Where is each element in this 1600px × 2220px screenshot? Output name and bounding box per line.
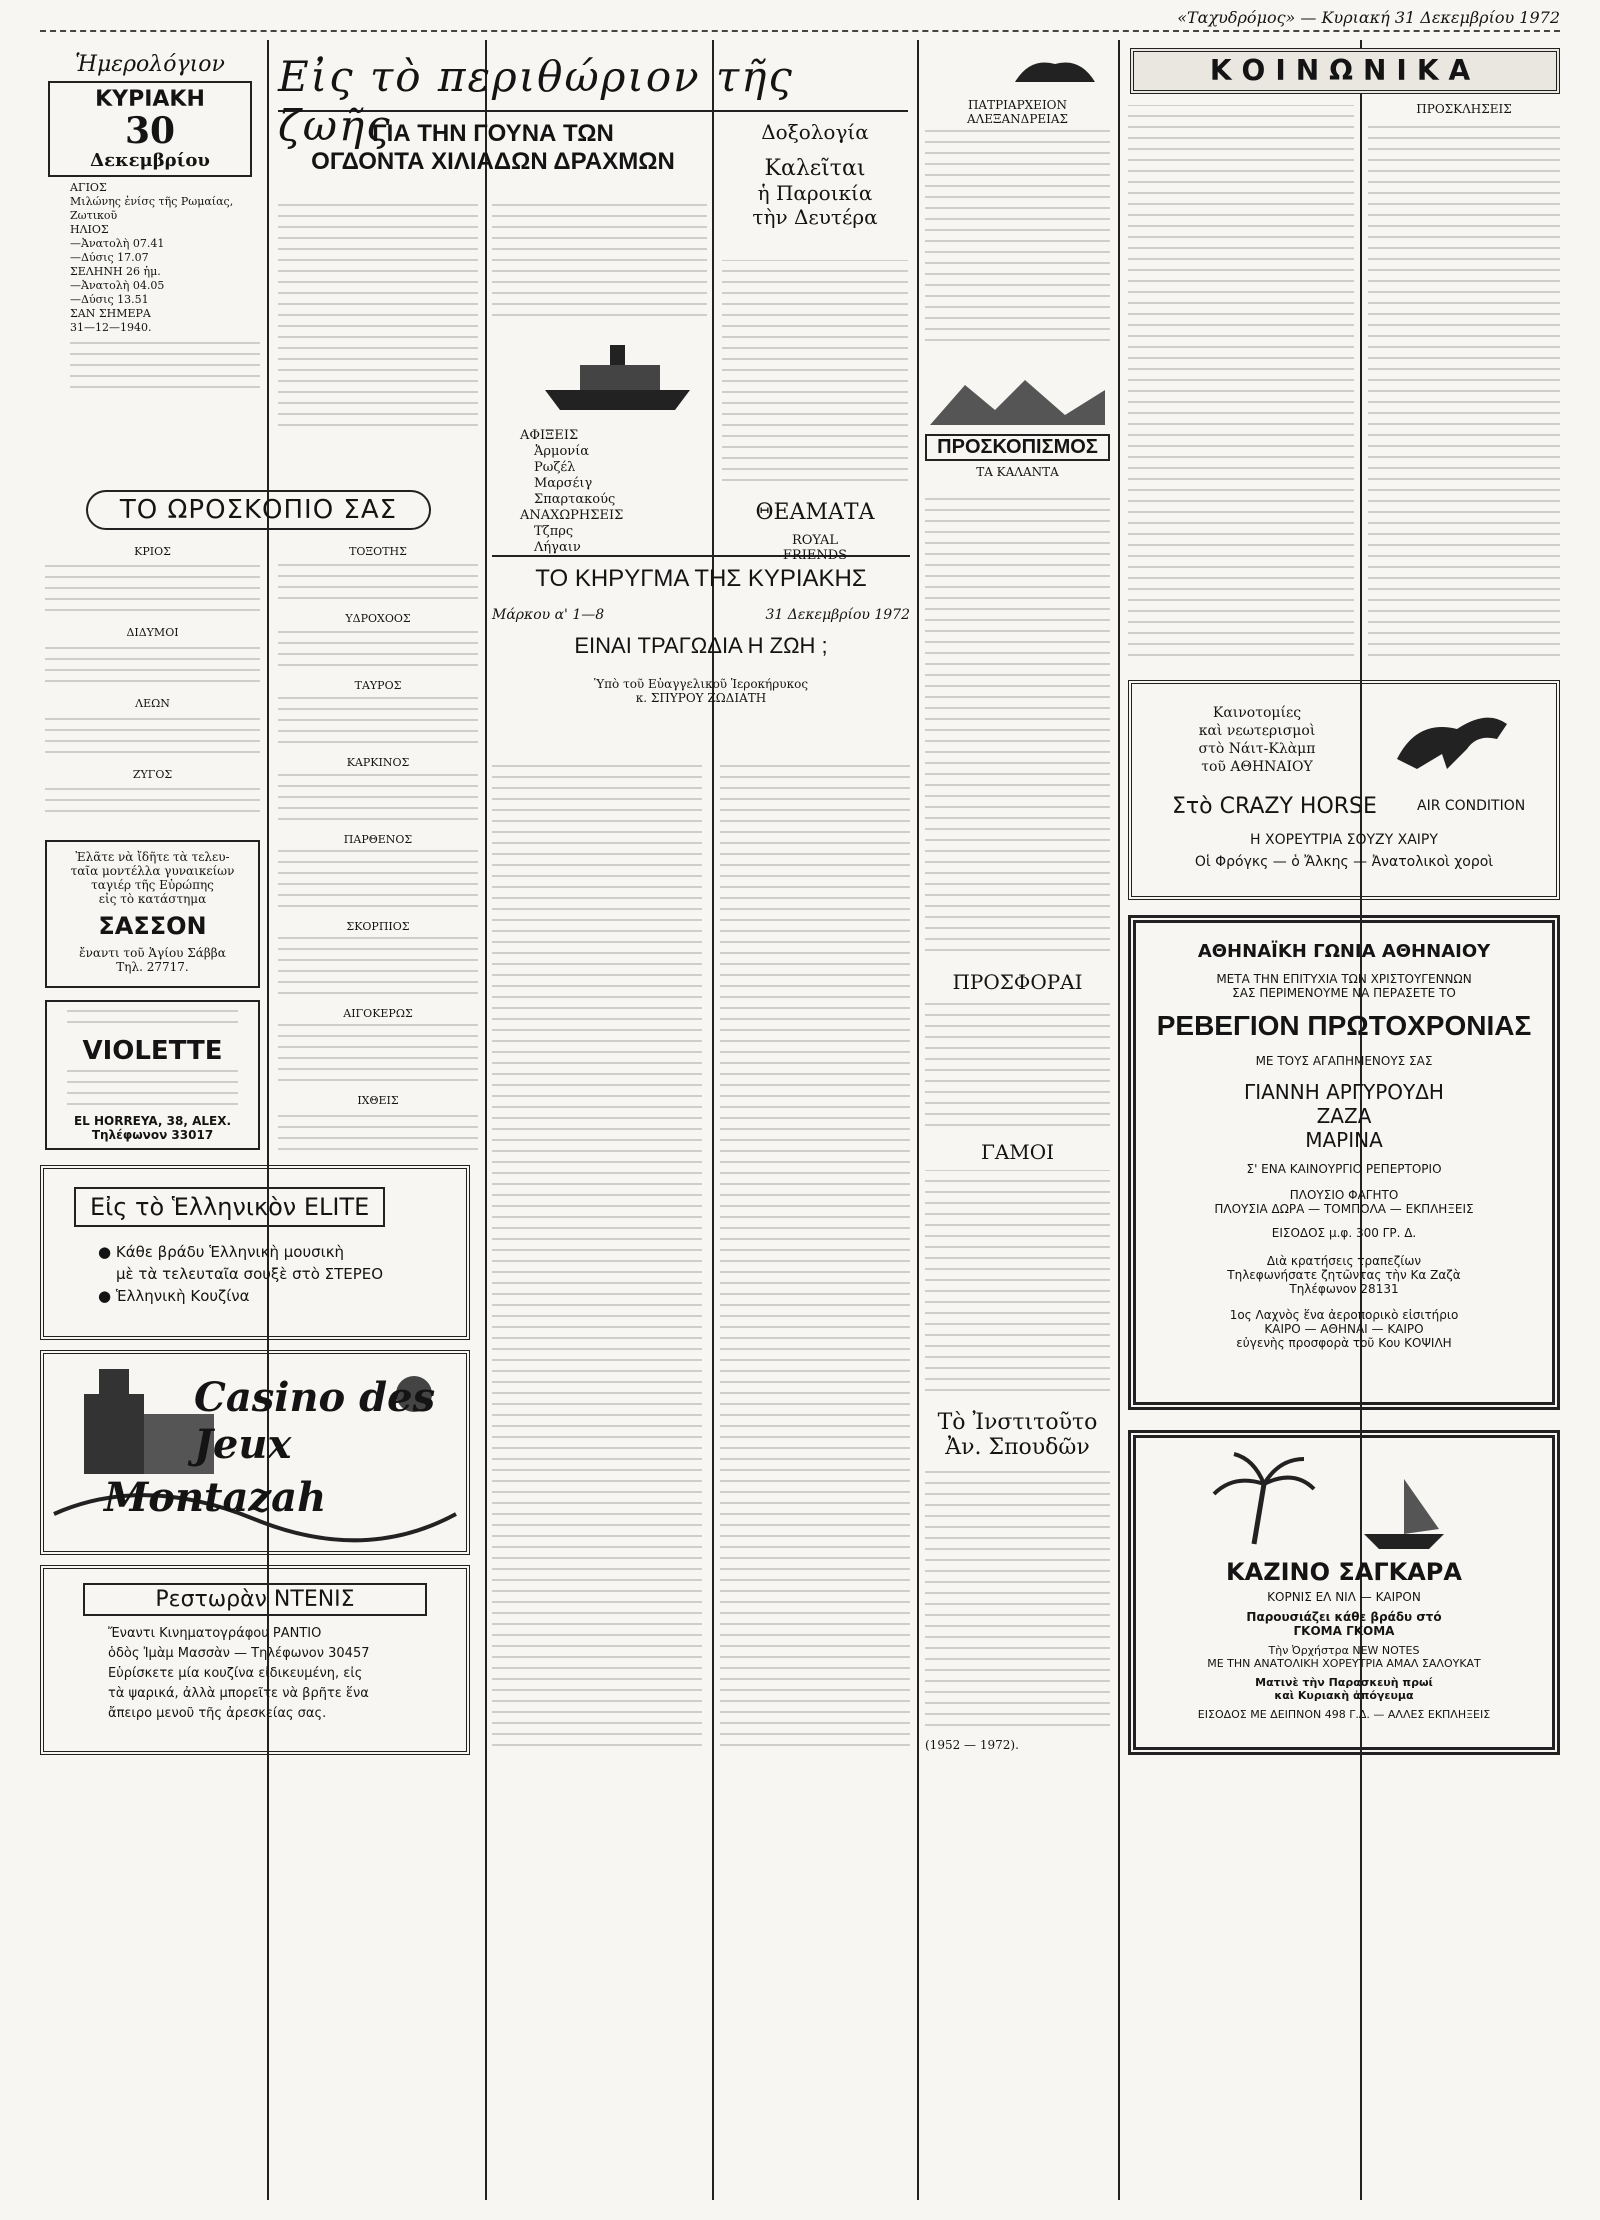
elite-title: Εἰς τὸ Ἑλληνικὸν ELITE bbox=[74, 1187, 385, 1227]
almanac-line: ΑΓΙΟΣ bbox=[70, 181, 107, 194]
column-rule bbox=[485, 40, 487, 2200]
almanac bbox=[40, 52, 260, 397]
athinaiki-gonia-ad bbox=[1128, 915, 1560, 1410]
institute-notice bbox=[925, 1410, 1110, 1460]
doxology-invite: τὴν Δευτέρα bbox=[752, 205, 878, 229]
ntenis-line: Εὑρίσκετε μία κουζίνα εἰδικευμένη, εἰς bbox=[108, 1666, 363, 1681]
ag-entry: ΕΙΣΟΔΟΣ μ.φ. 300 ΓΡ. Δ. bbox=[1271, 1226, 1417, 1240]
sermon-title: ΤΟ ΚΗΡΥΓΜΑ ΤΗΣ ΚΥΡΙΑΚΗΣ bbox=[535, 565, 867, 592]
ag-artist: ΜΑΡΙΝΑ bbox=[1305, 1128, 1383, 1152]
ch-air: AIR CONDITION bbox=[1417, 798, 1526, 814]
ch-venue: Στὸ CRAZY HORSE bbox=[1172, 794, 1377, 819]
theamata bbox=[720, 500, 910, 563]
sermon-date: 31 Δεκεμβρίου 1972 bbox=[765, 607, 910, 623]
ag-sub: ΣΑΣ ΠΕΡΙΜΕΝΟΥΜΕ ΝΑ ΠΕΡΑΣΕΤΕ ΤΟ bbox=[1232, 986, 1456, 1000]
doxology-notice bbox=[720, 120, 910, 229]
sign-heading: ΤΟΞΟΤΗΣ bbox=[349, 545, 407, 558]
ag-title: ΑΘΗΝΑΪΚΗ ΓΩΝΙΑ ΑΘΗΝΑΙΟΥ bbox=[1197, 941, 1491, 962]
arrivals-title: ΑΝΑΧΩΡΗΣΕΙΣ bbox=[520, 508, 624, 523]
koinonika-body-text bbox=[1128, 105, 1354, 665]
ad-line: Ἐλᾶτε νὰ ἴδῆτε τὰ τελευ- bbox=[75, 850, 230, 864]
scouts-body-text bbox=[925, 490, 1110, 960]
sermon-body-text bbox=[720, 765, 910, 1755]
almanac-line: —Δύσις 17.07 bbox=[70, 251, 149, 264]
ag-artist: ΖΑΖΑ bbox=[1316, 1104, 1372, 1128]
proskopismos-box bbox=[925, 370, 1110, 480]
sign-heading: ΔΙΔΥΜΟΙ bbox=[126, 626, 179, 639]
kalanta-title: ΤΑ ΚΑΛΑΝΤΑ bbox=[976, 465, 1059, 479]
sermon-byline: κ. ΣΠΥΡΟΥ ΖΩΔΙΑΤΗ bbox=[635, 691, 767, 705]
casino-montazah-ad bbox=[40, 1350, 470, 1555]
sign-heading: ΖΥΓΟΣ bbox=[132, 768, 173, 781]
offers-body-text bbox=[925, 1000, 1110, 1135]
column-rule bbox=[267, 40, 269, 2200]
ship-name: Σπαρτακούς bbox=[534, 492, 616, 507]
sign-body-text bbox=[278, 846, 478, 916]
sagkara-addr: ΚΟΡΝΙΣ ΕΛ ΝΙΛ — ΚΑΙΡΟΝ bbox=[1267, 1590, 1421, 1604]
elite-bullet: μὲ τὰ τελευταῖα σουξὲ στὸ ΣΤΕΡΕΟ bbox=[116, 1265, 384, 1283]
sermon-body-text bbox=[492, 765, 702, 1755]
sign-heading: ΣΚΟΡΠΙΟΣ bbox=[346, 920, 410, 933]
sign-heading: ΑΙΓΟΚΕΡΩΣ bbox=[343, 1007, 413, 1020]
ship-movements bbox=[520, 428, 710, 556]
goyna-headline bbox=[278, 120, 708, 176]
ag-sub: ΜΕΤΑ ΤΗΝ ΕΠΙΤΥΧΙΑ ΤΩΝ ΧΡΙΣΤΟΥΓΕΝΝΩΝ bbox=[1216, 972, 1472, 986]
ship-icon bbox=[540, 335, 700, 420]
ship-name: Τζπρς bbox=[534, 524, 574, 539]
ntenis-ad bbox=[40, 1565, 470, 1755]
sign-heading: ΠΑΡΘΕΝΟΣ bbox=[343, 833, 413, 846]
ntenis-line: τὰ ψαρικά, ἀλλὰ μπορεῖτε νὰ βρῆτε ἕνα bbox=[108, 1686, 369, 1701]
marriages-title: ΓΑΜΟΙ bbox=[980, 1140, 1055, 1164]
sign-body-text bbox=[278, 933, 478, 1003]
ad-line: ταγιέρ τῆς Εὐρώπης bbox=[91, 878, 214, 892]
ship-name: Ἀρμονία bbox=[534, 444, 590, 459]
ag-headline: ΡΕΒΕΓΙΟΝ ΠΡΩΤΟΧΡΟΝΙΑΣ bbox=[1156, 1010, 1532, 1041]
sagkara-orch: Τὴν Ὀρχήστρα NEW NOTES bbox=[1268, 1644, 1420, 1657]
cinema-name: ROYAL bbox=[791, 533, 839, 548]
ag-gifts: ΠΛΟΥΣΙΑ ΔΩΡΑ — ΤΟΜΠΟΛΑ — ΕΚΠΛΗΞΕΙΣ bbox=[1214, 1202, 1474, 1216]
theamata-title: ΘΕΑΜΑΤΑ bbox=[755, 500, 875, 525]
ch-line: τοῦ ΑΘΗΝΑΙΟΥ bbox=[1201, 759, 1313, 775]
invitations-title: ΠΡΟΣΚΛΗΣΕΙΣ bbox=[1416, 102, 1512, 116]
sign-body-text bbox=[278, 1107, 478, 1159]
violette-name: VIOLETTE bbox=[82, 1036, 223, 1066]
horoscope-left-column bbox=[45, 545, 260, 821]
almanac-line: ΣΕΛΗΝΗ 26 ἡμ. bbox=[70, 265, 161, 278]
elite-ad bbox=[40, 1165, 470, 1340]
sign-body-text bbox=[45, 781, 260, 821]
almanac-line: Ζωτικοῦ bbox=[70, 209, 118, 222]
almanac-date: 30 bbox=[124, 110, 176, 152]
doxology-title: Δοξολογία bbox=[761, 120, 869, 144]
sign-body-text bbox=[278, 1020, 478, 1090]
ag-res: Διὰ κρατήσεις τραπεζίων bbox=[1266, 1254, 1422, 1268]
ship-name: Μαρσέιγ bbox=[534, 476, 593, 491]
horoscope-title: ΤΟ ΩΡΟΣΚΟΠΙΟ ΣΑΣ bbox=[119, 495, 398, 525]
ch-acts: Οἱ Φρόγκς — ὁ Ἄλκης — Ἀνατολικοὶ χοροὶ bbox=[1194, 854, 1494, 870]
institute-years: (1952 — 1972). bbox=[925, 1738, 1019, 1752]
lion-emblem-icon bbox=[1010, 52, 1100, 92]
scouts-illustration bbox=[925, 370, 1110, 430]
casino-line1: Casino des Jeux bbox=[194, 1374, 436, 1468]
almanac-line: 31—12—1940. bbox=[70, 321, 152, 334]
almanac-line: —Ἀνατολὴ 07.41 bbox=[70, 237, 165, 250]
ag-repertoire: Σ' ΕΝΑ ΚΑΙΝΟΥΡΓΙΟ ΡΕΠΕΡΤΟΡΙΟ bbox=[1246, 1162, 1442, 1176]
almanac-day: ΚΥΡΙΑΚΗ bbox=[95, 87, 205, 112]
ad-small-text bbox=[67, 1070, 238, 1114]
horse-icon bbox=[1387, 699, 1517, 779]
violette-ad bbox=[45, 1000, 260, 1150]
column-rule bbox=[1118, 40, 1120, 2200]
almanac-body-text bbox=[70, 339, 260, 397]
sign-heading: ΙΧΘΕΙΣ bbox=[357, 1094, 399, 1107]
ag-res: Τηλεφωνήσατε ζητῶντας τὴν Κα Ζαζὰ bbox=[1227, 1268, 1461, 1282]
ag-prize: ΚΑΙΡΟ — ΑΘΗΝΑΙ — ΚΑΙΡΟ bbox=[1264, 1322, 1424, 1336]
sign-body-text bbox=[278, 625, 478, 675]
patriarchate-heading: ΠΑΤΡΙΑΡΧΕΙΟΝ ΑΛΕΞΑΝΔΡΕΙΑΣ bbox=[966, 98, 1069, 126]
almanac-line: Μιλώνης ἐνίσς τῆς Ρωμαίας, bbox=[70, 195, 234, 208]
goyna-article-text bbox=[278, 195, 478, 435]
institute-title: Ἀν. Σπουδῶν bbox=[945, 1435, 1090, 1460]
ch-dancer: Η ΧΟΡΕΥΤΡΙΑ ΣΟΥΖΥ ΧΑΙΡΥ bbox=[1250, 832, 1438, 848]
ag-food: ΠΛΟΥΣΙΟ ΦΑΓΗΤΟ bbox=[1289, 1188, 1399, 1202]
sagkara-orch: ΜΕ ΤΗΝ ΑΝΑΤΟΛΙΚΗ ΧΟΡΕΥΤΡΙΑ ΑΜΑΛ ΣΑΛΟΥΚΑΤ bbox=[1207, 1657, 1481, 1670]
horoscope-right-column bbox=[278, 545, 478, 1159]
palm-and-boat-illustration bbox=[1194, 1444, 1494, 1554]
ntenis-line: Ἔναντι Κινηματογράφου ΡΑΝΤΙΟ bbox=[108, 1626, 322, 1641]
headline-line: ΓΙΑ ΤΗΝ ΓΟΥΝΑ ΤΩΝ bbox=[372, 120, 614, 147]
banner-title: Εἰς τὸ περιθώριον τῆς ζωῆς bbox=[278, 52, 794, 150]
sign-body-text bbox=[278, 692, 478, 752]
masthead-date: «Ταχυδρόμος» — Κυριακή 31 Δεκεμβρίου 1972 bbox=[1177, 8, 1560, 27]
sermon-headline: ΕΙΝΑΙ ΤΡΑΓΩΔΙΑ Η ΖΩΗ ; bbox=[574, 633, 828, 658]
ag-prize: 1ος Λαχνὸς ἕνα ἀεροπορικὸ εἰσιτήριο bbox=[1229, 1308, 1459, 1322]
sagkara-name: ΚΑΖΙΝΟ ΣΑΓΚΑΡΑ bbox=[1226, 1558, 1462, 1586]
sagkara-show: ΓΚΟΜΑ ΓΚΟΜΑ bbox=[1293, 1624, 1395, 1638]
marriages-body-text bbox=[925, 1170, 1110, 1400]
elite-bullet: Κάθε βράδυ Ἑλληνικὴ μουσικὴ bbox=[115, 1243, 345, 1261]
sermon-reference: Μάρκου α' 1—8 bbox=[492, 607, 605, 623]
patriarchate-body-text bbox=[925, 130, 1110, 350]
ag-with: ΜΕ ΤΟΥΣ ΑΓΑΠΗΜΕΝΟΥΣ ΣΑΣ bbox=[1255, 1054, 1433, 1068]
almanac-line: ΣΑΝ ΣΗΜΕΡΑ bbox=[70, 307, 151, 320]
bullet-icon: ● bbox=[98, 1287, 116, 1305]
sign-body-text bbox=[45, 558, 260, 620]
sign-heading: ΚΑΡΚΙΝΟΣ bbox=[346, 756, 410, 769]
column-rule bbox=[917, 40, 919, 2200]
ntenis-line: ἄπειρο μενοῦ τῆς ἀρεσκείας σας. bbox=[108, 1706, 327, 1721]
ag-artist: ΓΙΑΝΝΗ ΑΡΓΥΡΟΥΔΗ bbox=[1244, 1080, 1444, 1104]
sign-heading: ΤΑΥΡΟΣ bbox=[354, 679, 402, 692]
sasson-address: ἔναντι τοῦ Ἁγίου Σάββα bbox=[79, 946, 226, 960]
sasson-phone: Τηλ. 27717. bbox=[116, 960, 189, 974]
sign-body-text bbox=[45, 710, 260, 762]
ship-name: Ρωζέλ bbox=[534, 460, 576, 475]
ad-small-text bbox=[67, 1010, 238, 1032]
sign-heading: ΛΕΩΝ bbox=[135, 697, 170, 710]
koinonika-banner bbox=[1130, 48, 1560, 94]
almanac-line: —Δύσις 13.51 bbox=[70, 293, 149, 306]
offers-title: ΠΡΟΣΦΟΡΑΙ bbox=[952, 970, 1083, 994]
proskopismos-title: ΠΡΟΣΚΟΠΙΣΜΟΣ bbox=[925, 434, 1110, 461]
sermon-header bbox=[492, 565, 910, 705]
sign-body-text bbox=[45, 639, 260, 691]
ag-prize: εὐγενὴς προσφορὰ τοῦ Κου ΚΟΨΙΛΗ bbox=[1236, 1336, 1452, 1350]
elite-bullet: Ἑλληνικὴ Κουζίνα bbox=[115, 1287, 250, 1305]
invitations-body-text bbox=[1368, 122, 1560, 665]
column-rule bbox=[712, 40, 714, 2200]
sasson-ad bbox=[45, 840, 260, 988]
casino-line2: Montazah bbox=[104, 1474, 327, 1521]
ad-line: ταῖα μοντέλλα γυναικείων bbox=[70, 864, 235, 878]
sagkara-matinee: καὶ Κυριακὴ ἀπόγευμα bbox=[1274, 1689, 1414, 1702]
doxology-body-text bbox=[722, 260, 908, 490]
bullet-icon: ● bbox=[98, 1243, 116, 1261]
ag-res: Τηλέφωνον 28131 bbox=[1289, 1282, 1399, 1296]
violette-phone: Τηλέφωνον 33017 bbox=[91, 1128, 214, 1142]
sign-body-text bbox=[278, 558, 478, 608]
ch-line: Καινοτομίες bbox=[1212, 705, 1302, 721]
headline-line: ΟΓΔΟΝΤΑ ΧΙΛΙΑΔΩΝ ΔΡΑΧΜΩΝ bbox=[311, 148, 675, 175]
sign-heading: ΥΔΡΟΧΟΟΣ bbox=[345, 612, 411, 625]
horoscope-title-box bbox=[86, 490, 431, 530]
masthead-rule bbox=[40, 30, 1560, 32]
sagkara-matinee: Ματινὲ τὴν Παρασκευὴ πρωί bbox=[1255, 1676, 1433, 1689]
violette-address: EL HORREYA, 38, ALEX. bbox=[73, 1114, 232, 1128]
crazy-horse-ad bbox=[1128, 680, 1560, 900]
film-title: FRIENDS bbox=[782, 548, 848, 563]
sagkara-entry: ΕΙΣΟΔΟΣ ΜΕ ΔΕΙΠΝΟΝ 498 Γ.Δ. — ΑΛΛΕΣ ΕΚΠΛΗΞΕΙΣ bbox=[1197, 1708, 1491, 1721]
institute-title: Τὸ Ἰνστιτοῦτο bbox=[937, 1410, 1098, 1435]
almanac-month: Δεκεμβρίου bbox=[90, 150, 210, 171]
almanac-title: Ἡμερολόγιον bbox=[75, 52, 225, 77]
ad-line: εἰς τὸ κατάστημα bbox=[98, 892, 207, 906]
goyna-article-text bbox=[492, 195, 707, 325]
sagkara-nightly: Παρουσιάζει κάθε βράδυ στό bbox=[1246, 1610, 1442, 1624]
almanac-line: ΗΛΙΟΣ bbox=[70, 223, 109, 236]
koinonika-title: ΚΟΙΝΩΝΙΚΑ bbox=[1209, 54, 1481, 87]
almanac-line: —Ἀνατολὴ 04.05 bbox=[70, 279, 165, 292]
kazino-sagkara-ad bbox=[1128, 1430, 1560, 1755]
ch-line: καὶ νεωτερισμοὶ bbox=[1198, 723, 1316, 739]
ntenis-line: ὁδὸς Ἰμὰμ Μασσὰν — Τηλέφωνον 30457 bbox=[108, 1646, 370, 1661]
sign-body-text bbox=[278, 769, 478, 829]
departures-title: ΑΦΙΞΕΙΣ bbox=[520, 428, 579, 443]
ntenis-title: Ρεστωρὰν ΝΤΕΝΙΣ bbox=[83, 1583, 427, 1616]
ch-line: στὸ Νάιτ-Κλὰμπ bbox=[1198, 741, 1316, 757]
doxology-invite: ἡ Παροικία bbox=[757, 181, 873, 205]
sasson-name: ΣΑΣΣΟΝ bbox=[98, 912, 207, 940]
doxology-invite: Καλεῖται bbox=[764, 156, 866, 181]
sermon-byline: Ὑπὸ τοῦ Εὐαγγελικοῦ Ἱεροκήρυκος bbox=[593, 677, 809, 691]
institute-body-text bbox=[925, 1470, 1110, 1735]
sign-heading: ΚΡΙΟΣ bbox=[134, 545, 171, 558]
ship-name: Λήγαιν bbox=[534, 540, 581, 555]
